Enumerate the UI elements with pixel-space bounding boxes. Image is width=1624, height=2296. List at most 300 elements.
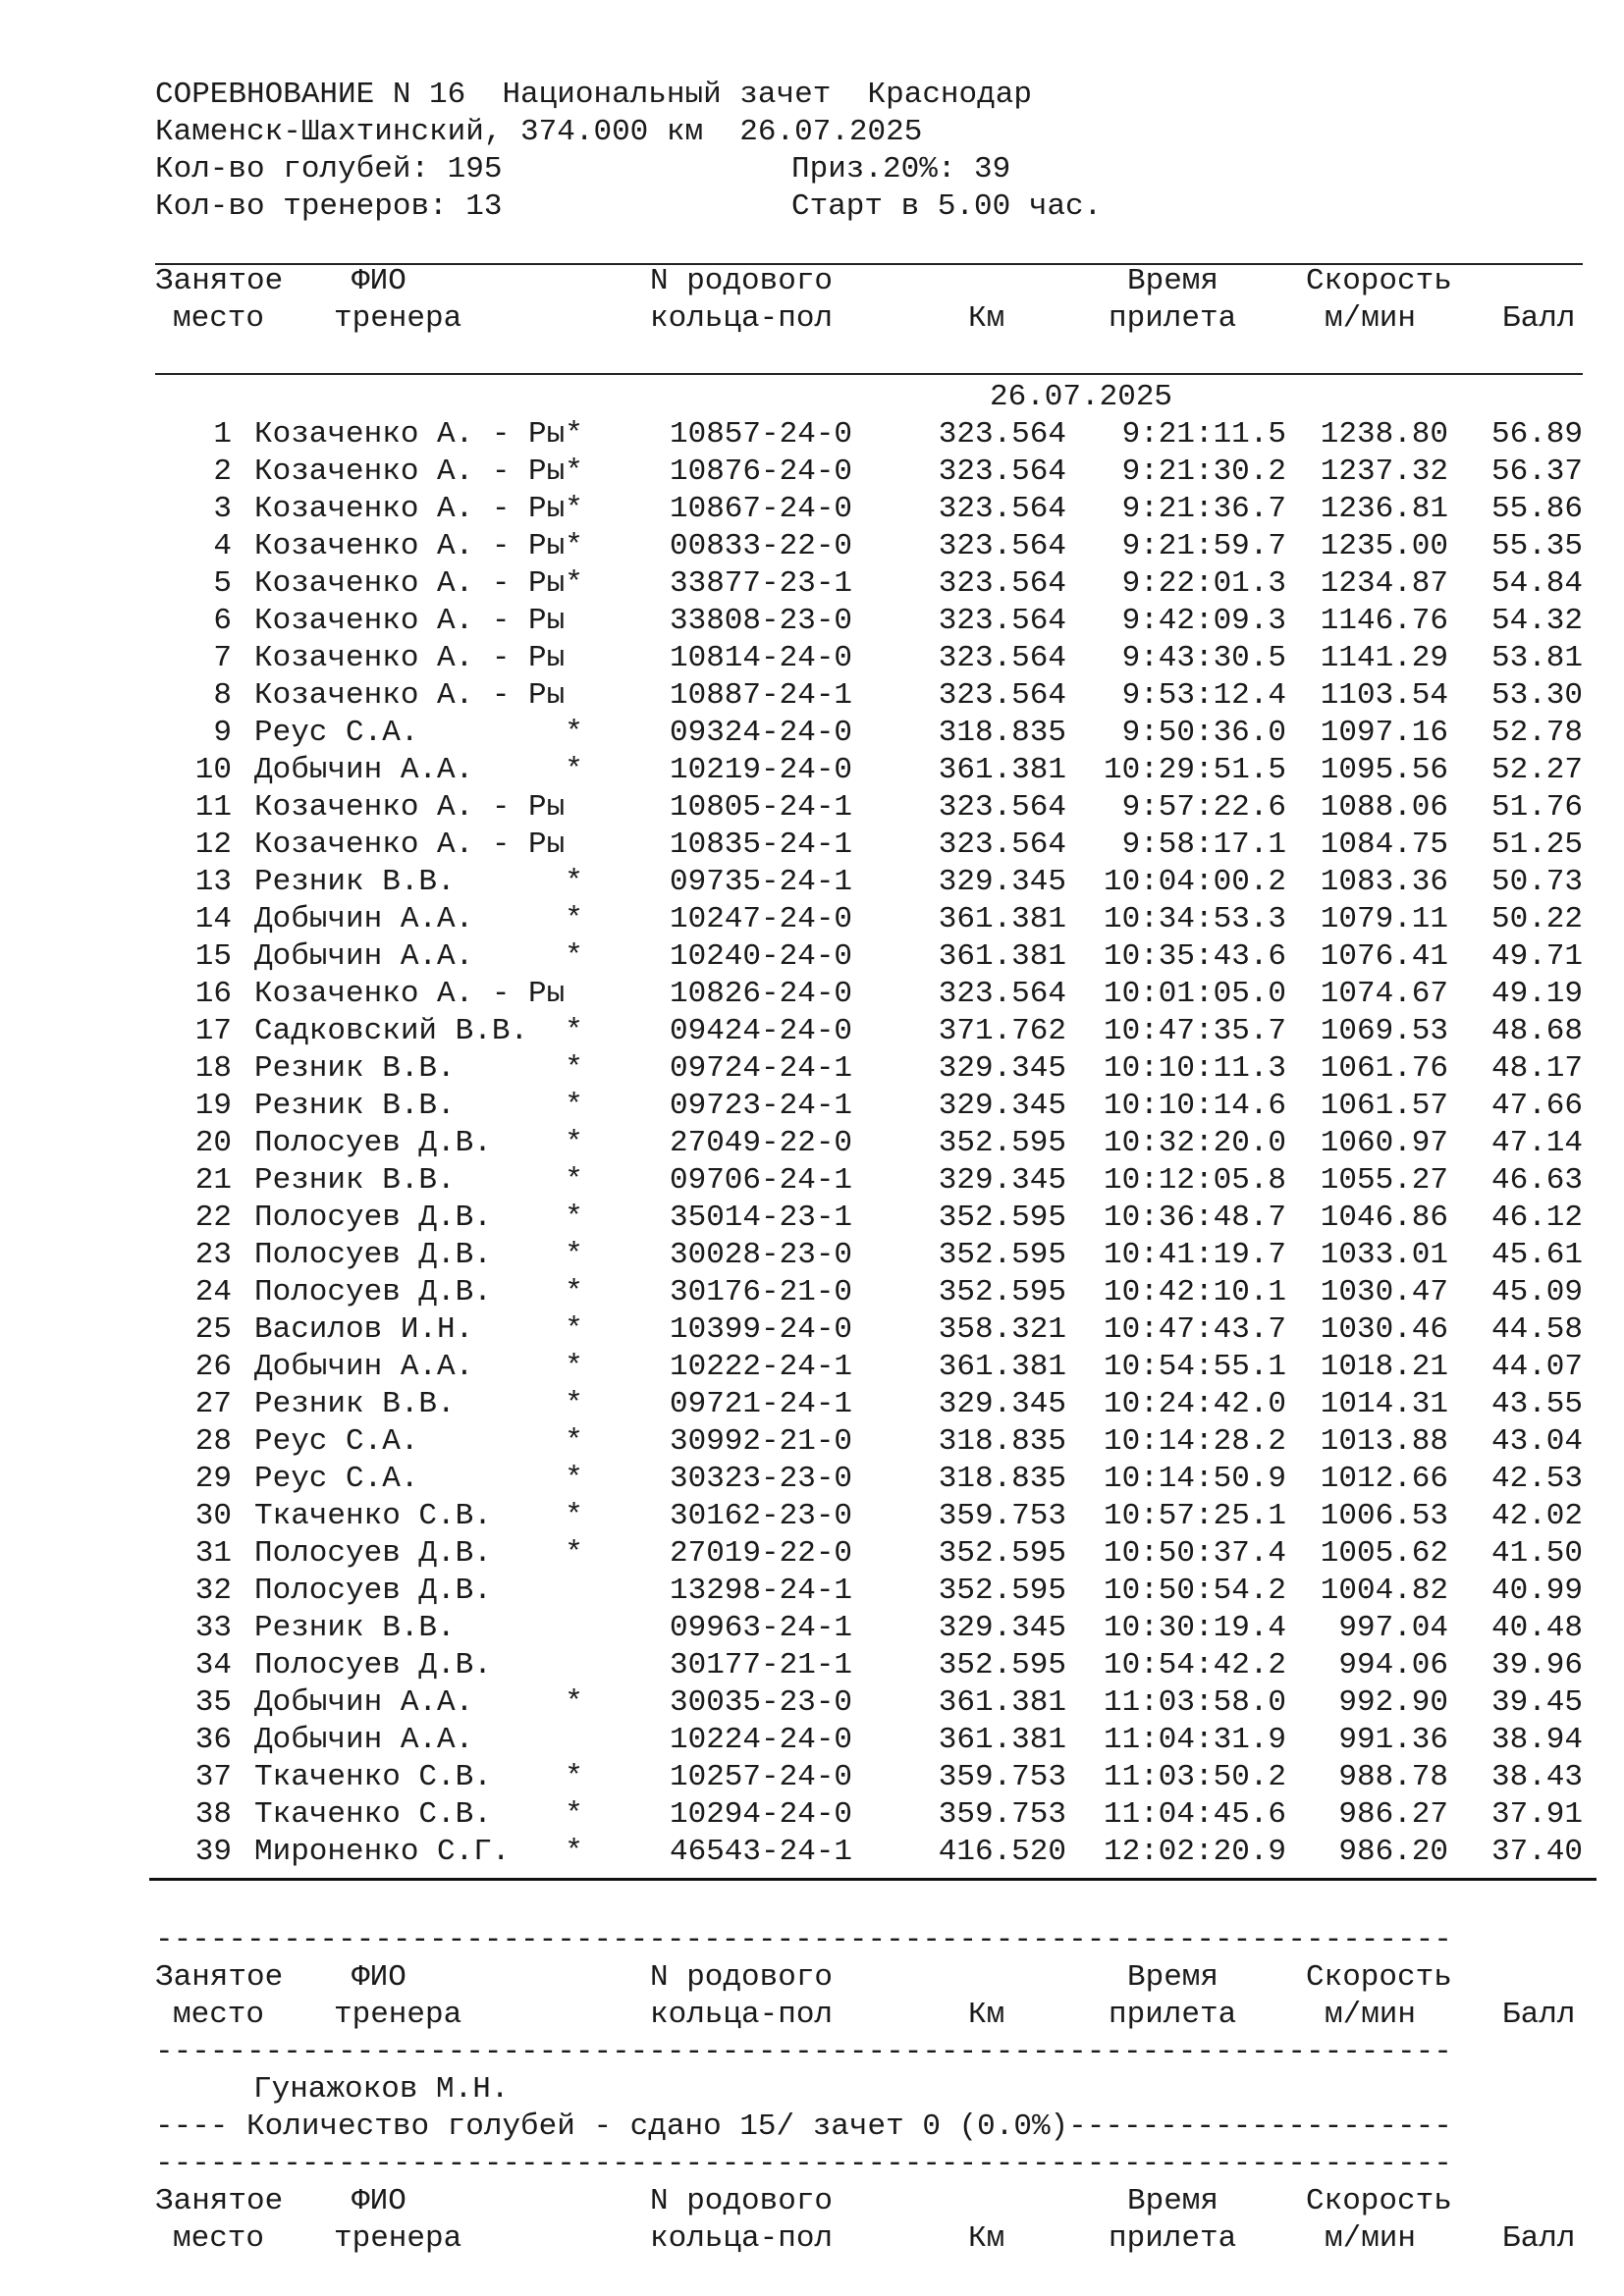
cell-time: 10:10:11.3	[1103, 1051, 1286, 1086]
cell-ring: 00833-22-0	[670, 529, 853, 563]
table-row	[0, 677, 1624, 715]
cell-name: Василов И.Н. *	[254, 1312, 583, 1347]
cell-ring: 33808-23-0	[670, 604, 853, 638]
cell-speed: 1030.46	[1320, 1312, 1448, 1347]
cell-km: 359.753	[938, 1499, 1066, 1533]
dash-separator: -----------------------------------------------------------------------	[155, 1923, 1452, 1957]
cell-score: 37.91	[1490, 1797, 1583, 1832]
cell-place: 39	[194, 1835, 232, 1869]
cell-place: 34	[194, 1648, 232, 1682]
cell-score: 44.07	[1490, 1350, 1583, 1384]
cell-speed: 1012.66	[1320, 1462, 1448, 1496]
cell-time: 10:35:43.6	[1103, 939, 1286, 974]
cell-ring: 09723-24-1	[670, 1089, 853, 1123]
trainer-count: Кол-во тренеров: 13	[155, 189, 503, 224]
cell-score: 37.40	[1490, 1835, 1583, 1869]
cell-speed: 992.90	[1338, 1685, 1448, 1720]
prize-count: Приз.20%: 39	[791, 152, 1011, 187]
cell-speed: 1046.86	[1320, 1201, 1448, 1235]
cell-km: 323.564	[938, 641, 1066, 675]
cell-ring: 10867-24-0	[670, 492, 853, 526]
cell-name: Добычин А.А. *	[254, 939, 583, 974]
cell-place: 33	[194, 1611, 232, 1645]
cell-score: 44.58	[1490, 1312, 1583, 1347]
cell-speed: 1018.21	[1320, 1350, 1448, 1384]
cell-speed: 986.20	[1338, 1835, 1448, 1869]
cell-place: 28	[194, 1424, 232, 1459]
cell-km: 329.345	[938, 1163, 1066, 1198]
col-time: Время	[1127, 264, 1219, 298]
cell-score: 45.09	[1490, 1275, 1583, 1309]
cell-name: Козаченко А. - Ры	[254, 828, 566, 862]
table-row	[0, 976, 1624, 1013]
cell-ring: 10294-24-0	[670, 1797, 853, 1832]
date-label: 26.07.2025	[990, 380, 1173, 414]
cell-ring: 10876-24-0	[670, 454, 853, 489]
cell-score: 43.55	[1490, 1387, 1583, 1421]
cell-name: Резник В.В. *	[254, 865, 583, 899]
cell-place: 36	[194, 1723, 232, 1757]
cell-score: 42.02	[1490, 1499, 1583, 1533]
cell-name: Реус С.А. *	[254, 1424, 583, 1459]
pigeon-count: Кол-во голубей: 195	[155, 152, 503, 187]
competition-title: СОРЕВНОВАНИЕ N 16 Национальный зачет Краснодар	[155, 78, 1032, 112]
cell-name: Козаченко А. - Ры	[254, 641, 566, 675]
cell-speed: 1074.67	[1320, 977, 1448, 1011]
release-point-line: Каменск-Шахтинский, 374.000 км 26.07.2025	[155, 115, 923, 149]
cell-speed: 1235.00	[1320, 529, 1448, 563]
cell-score: 39.45	[1490, 1685, 1583, 1720]
cell-place: 30	[194, 1499, 232, 1533]
table-row	[0, 1200, 1624, 1237]
cell-ring: 10257-24-0	[670, 1760, 853, 1794]
start-time: Старт в 5.00 час.	[791, 189, 1103, 224]
cell-km: 323.564	[938, 604, 1066, 638]
cell-name: Резник В.В.	[254, 1611, 456, 1645]
cell-name: Ткаченко С.В. *	[254, 1797, 583, 1832]
cell-place: 6	[213, 604, 232, 638]
table-row	[0, 1759, 1624, 1796]
cell-time: 10:34:53.3	[1103, 902, 1286, 936]
cell-score: 55.35	[1490, 529, 1583, 563]
cell-place: 2	[213, 454, 232, 489]
cell-score: 54.84	[1490, 566, 1583, 601]
cell-score: 56.89	[1490, 417, 1583, 452]
cell-place: 29	[194, 1462, 232, 1496]
cell-km: 318.835	[938, 1424, 1066, 1459]
cell-speed: 986.27	[1338, 1797, 1448, 1832]
table-row	[0, 1796, 1624, 1834]
table-row	[0, 565, 1624, 603]
cell-place: 18	[194, 1051, 232, 1086]
cell-ring: 10399-24-0	[670, 1312, 853, 1347]
cell-km: 359.753	[938, 1760, 1066, 1794]
cell-speed: 1084.75	[1320, 828, 1448, 862]
cell-ring: 10222-24-1	[670, 1350, 853, 1384]
cell-ring: 30035-23-0	[670, 1685, 853, 1720]
cell-ring: 10857-24-0	[670, 417, 853, 452]
cell-place: 27	[194, 1387, 232, 1421]
cell-ring: 09735-24-1	[670, 865, 853, 899]
cell-km: 318.835	[938, 1462, 1066, 1496]
cell-km: 323.564	[938, 417, 1066, 452]
cell-km: 318.835	[938, 716, 1066, 750]
cell-time: 10:14:28.2	[1103, 1424, 1286, 1459]
cell-score: 56.37	[1490, 454, 1583, 489]
cell-speed: 1076.41	[1320, 939, 1448, 974]
header-bottom-rule	[155, 373, 1583, 375]
cell-km: 323.564	[938, 529, 1066, 563]
cell-score: 38.94	[1490, 1723, 1583, 1757]
col-ring: N родового	[650, 264, 834, 298]
cell-ring: 09324-24-0	[670, 716, 853, 750]
cell-score: 55.86	[1490, 492, 1583, 526]
cell-score: 52.78	[1490, 716, 1583, 750]
cell-place: 8	[213, 678, 232, 713]
cell-score: 46.63	[1490, 1163, 1583, 1198]
cell-speed: 991.36	[1338, 1723, 1448, 1757]
cell-place: 38	[194, 1797, 232, 1832]
table-row	[0, 1274, 1624, 1311]
cell-ring: 30162-23-0	[670, 1499, 853, 1533]
cell-time: 10:54:42.2	[1103, 1648, 1286, 1682]
table-row	[0, 1573, 1624, 1610]
cell-name: Козаченко А. - Ры	[254, 977, 566, 1011]
cell-score: 48.17	[1490, 1051, 1583, 1086]
cell-time: 10:30:19.4	[1103, 1611, 1286, 1645]
cell-speed: 1083.36	[1320, 865, 1448, 899]
table-row	[0, 1386, 1624, 1423]
cell-place: 20	[194, 1126, 232, 1160]
cell-km: 323.564	[938, 790, 1066, 825]
table-row	[0, 1088, 1624, 1125]
cell-ring: 30177-21-1	[670, 1648, 853, 1682]
cell-score: 39.96	[1490, 1648, 1583, 1682]
cell-time: 10:47:43.7	[1103, 1312, 1286, 1347]
cell-name: Реус С.А. *	[254, 716, 583, 750]
cell-time: 11:03:58.0	[1103, 1685, 1286, 1720]
cell-speed: 1237.32	[1320, 454, 1448, 489]
column-headers-2: Занятое место ФИО тренера N родового кольца-пол Км Время прилета Скорость м/мин Балл	[155, 1960, 1576, 2032]
cell-ring: 46543-24-1	[670, 1835, 853, 1869]
table-row	[0, 1647, 1624, 1684]
cell-place: 5	[213, 566, 232, 601]
col-speed: Скорость	[1306, 264, 1452, 298]
cell-time: 11:04:31.9	[1103, 1723, 1286, 1757]
cell-km: 416.520	[938, 1835, 1066, 1869]
cell-km: 361.381	[938, 753, 1066, 787]
table-row	[0, 528, 1624, 565]
table-row	[0, 454, 1624, 491]
cell-speed: 1033.01	[1320, 1238, 1448, 1272]
cell-ring: 09963-24-1	[670, 1611, 853, 1645]
cell-km: 352.595	[938, 1126, 1066, 1160]
cell-score: 53.30	[1490, 678, 1583, 713]
table-row	[0, 1162, 1624, 1200]
cell-place: 32	[194, 1574, 232, 1608]
cell-name: Козаченко А. - Ры	[254, 790, 566, 825]
cell-speed: 1004.82	[1320, 1574, 1448, 1608]
cell-km: 361.381	[938, 902, 1066, 936]
cell-place: 7	[213, 641, 232, 675]
cell-km: 352.595	[938, 1238, 1066, 1272]
cell-place: 4	[213, 529, 232, 563]
cell-km: 371.762	[938, 1014, 1066, 1048]
cell-score: 41.50	[1490, 1536, 1583, 1571]
table-row	[0, 827, 1624, 864]
cell-ring: 30323-23-0	[670, 1462, 853, 1496]
cell-place: 26	[194, 1350, 232, 1384]
cell-place: 17	[194, 1014, 232, 1048]
cell-place: 14	[194, 902, 232, 936]
table-row	[0, 1834, 1624, 1871]
cell-place: 22	[194, 1201, 232, 1235]
cell-time: 9:22:01.3	[1121, 566, 1286, 601]
cell-name: Резник В.В. *	[254, 1163, 583, 1198]
cell-name: Козаченко А. - Ры*	[254, 566, 583, 601]
cell-speed: 1141.29	[1320, 641, 1448, 675]
cell-km: 329.345	[938, 1089, 1066, 1123]
cell-speed: 1061.76	[1320, 1051, 1448, 1086]
cell-time: 10:04:00.2	[1103, 865, 1286, 899]
cell-km: 323.564	[938, 566, 1066, 601]
cell-km: 352.595	[938, 1536, 1066, 1571]
cell-speed: 1146.76	[1320, 604, 1448, 638]
cell-time: 10:57:25.1	[1103, 1499, 1286, 1533]
cell-time: 9:21:30.2	[1121, 454, 1286, 489]
cell-ring: 35014-23-1	[670, 1201, 853, 1235]
cell-name: Полосуев Д.В. *	[254, 1126, 583, 1160]
table-row	[0, 864, 1624, 901]
cell-km: 323.564	[938, 492, 1066, 526]
cell-time: 10:01:05.0	[1103, 977, 1286, 1011]
cell-score: 54.32	[1490, 604, 1583, 638]
table-row	[0, 715, 1624, 752]
cell-ring: 10814-24-0	[670, 641, 853, 675]
cell-time: 10:32:20.0	[1103, 1126, 1286, 1160]
cell-name: Садковский В.В. *	[254, 1014, 583, 1048]
cell-score: 51.76	[1490, 790, 1583, 825]
cell-speed: 1079.11	[1320, 902, 1448, 936]
cell-name: Резник В.В. *	[254, 1387, 583, 1421]
table-row	[0, 752, 1624, 789]
table-row	[0, 1610, 1624, 1647]
cell-name: Резник В.В. *	[254, 1089, 583, 1123]
cell-time: 11:03:50.2	[1103, 1760, 1286, 1794]
cell-time: 10:12:05.8	[1103, 1163, 1286, 1198]
cell-time: 9:53:12.4	[1121, 678, 1286, 713]
col-name: ФИО	[352, 264, 406, 298]
cell-time: 10:36:48.7	[1103, 1201, 1286, 1235]
cell-name: Добычин А.А. *	[254, 1685, 583, 1720]
cell-name: Козаченко А. - Ры*	[254, 492, 583, 526]
cell-name: Ткаченко С.В. *	[254, 1760, 583, 1794]
cell-km: 352.595	[938, 1648, 1066, 1682]
cell-time: 10:42:10.1	[1103, 1275, 1286, 1309]
cell-ring: 09706-24-1	[670, 1163, 853, 1198]
cell-time: 10:47:35.7	[1103, 1014, 1286, 1048]
cell-km: 352.595	[938, 1275, 1066, 1309]
column-headers: Занятое место ФИО тренера N родового кольца-пол Км Время прилета Скорость м/мин Балл	[155, 264, 1576, 336]
cell-name: Полосуев Д.В. *	[254, 1536, 583, 1571]
col-score: Балл	[1502, 301, 1576, 336]
cell-time: 10:41:19.7	[1103, 1238, 1286, 1272]
cell-place: 15	[194, 939, 232, 974]
table-row	[0, 1050, 1624, 1088]
cell-name: Козаченко А. - Ры*	[254, 417, 583, 452]
table-row	[0, 1237, 1624, 1274]
table-row	[0, 1125, 1624, 1162]
cell-score: 48.68	[1490, 1014, 1583, 1048]
cell-place: 35	[194, 1685, 232, 1720]
table-row	[0, 491, 1624, 528]
cell-ring: 33877-23-1	[670, 566, 853, 601]
cell-name: Полосуев Д.В. *	[254, 1238, 583, 1272]
table-bottom-rule	[149, 1878, 1597, 1881]
cell-speed: 1238.80	[1320, 417, 1448, 452]
table-row	[0, 1311, 1624, 1349]
cell-name: Реус С.А. *	[254, 1462, 583, 1496]
cell-place: 31	[194, 1536, 232, 1571]
cell-score: 47.66	[1490, 1089, 1583, 1123]
cell-ring: 10219-24-0	[670, 753, 853, 787]
table-row	[0, 901, 1624, 938]
cell-time: 10:29:51.5	[1103, 753, 1286, 787]
cell-name: Козаченко А. - Ры*	[254, 529, 583, 563]
cell-ring: 10835-24-1	[670, 828, 853, 862]
table-row	[0, 1498, 1624, 1535]
dash-separator: -----------------------------------------------------------------------	[155, 2035, 1452, 2069]
cell-score: 52.27	[1490, 753, 1583, 787]
cell-place: 37	[194, 1760, 232, 1794]
table-row	[0, 789, 1624, 827]
col-km: Км	[968, 301, 1005, 336]
cell-km: 329.345	[938, 865, 1066, 899]
cell-time: 10:54:55.1	[1103, 1350, 1286, 1384]
cell-place: 19	[194, 1089, 232, 1123]
table-row	[0, 1013, 1624, 1050]
table-row	[0, 603, 1624, 640]
cell-place: 1	[213, 417, 232, 452]
cell-place: 25	[194, 1312, 232, 1347]
cell-name: Добычин А.А. *	[254, 1350, 583, 1384]
table-row	[0, 1535, 1624, 1573]
cell-ring: 10224-24-0	[670, 1723, 853, 1757]
cell-time: 9:21:59.7	[1121, 529, 1286, 563]
cell-speed: 1236.81	[1320, 492, 1448, 526]
cell-place: 3	[213, 492, 232, 526]
cell-name: Козаченко А. - Ры	[254, 678, 566, 713]
table-row	[0, 416, 1624, 454]
dash-separator: -----------------------------------------------------------------------	[155, 2147, 1452, 2181]
cell-name: Полосуев Д.В. *	[254, 1201, 583, 1235]
cell-speed: 994.06	[1338, 1648, 1448, 1682]
cell-ring: 10247-24-0	[670, 902, 853, 936]
cell-place: 16	[194, 977, 232, 1011]
cell-place: 21	[194, 1163, 232, 1198]
cell-speed: 988.78	[1338, 1760, 1448, 1794]
column-headers-3: Занятое место ФИО тренера N родового кольца-пол Км Время прилета Скорость м/мин Балл	[155, 2184, 1576, 2256]
cell-time: 10:50:54.2	[1103, 1574, 1286, 1608]
cell-time: 9:57:22.6	[1121, 790, 1286, 825]
cell-score: 50.22	[1490, 902, 1583, 936]
cell-place: 13	[194, 865, 232, 899]
col-place: Занятое	[155, 264, 284, 298]
cell-name: Полосуев Д.В.	[254, 1574, 492, 1608]
cell-speed: 1095.56	[1320, 753, 1448, 787]
table-row	[0, 1461, 1624, 1498]
cell-name: Мироненко С.Г. *	[254, 1835, 583, 1869]
cell-score: 47.14	[1490, 1126, 1583, 1160]
cell-speed: 1005.62	[1320, 1536, 1448, 1571]
cell-ring: 13298-24-1	[670, 1574, 853, 1608]
cell-ring: 10805-24-1	[670, 790, 853, 825]
cell-time: 9:50:36.0	[1121, 716, 1286, 750]
cell-km: 323.564	[938, 678, 1066, 713]
cell-speed: 1069.53	[1320, 1014, 1448, 1048]
cell-score: 43.04	[1490, 1424, 1583, 1459]
cell-km: 359.753	[938, 1797, 1066, 1832]
cell-name: Добычин А.А.	[254, 1723, 474, 1757]
cell-km: 329.345	[938, 1051, 1066, 1086]
cell-km: 352.595	[938, 1574, 1066, 1608]
trainer-summary: ---- Количество голубей - сдано 15/ зачет 0 (0.0%)---------------------	[155, 2109, 1452, 2144]
cell-ring: 09724-24-1	[670, 1051, 853, 1086]
cell-name: Козаченко А. - Ры*	[254, 454, 583, 489]
cell-speed: 1030.47	[1320, 1275, 1448, 1309]
cell-name: Ткаченко С.В. *	[254, 1499, 583, 1533]
cell-time: 10:10:14.6	[1103, 1089, 1286, 1123]
cell-time: 9:43:30.5	[1121, 641, 1286, 675]
cell-time: 9:42:09.3	[1121, 604, 1286, 638]
table-row	[0, 1722, 1624, 1759]
cell-place: 23	[194, 1238, 232, 1272]
cell-ring: 27019-22-0	[670, 1536, 853, 1571]
cell-name: Козаченко А. - Ры	[254, 604, 566, 638]
table-row	[0, 640, 1624, 677]
cell-km: 329.345	[938, 1611, 1066, 1645]
cell-speed: 1006.53	[1320, 1499, 1448, 1533]
cell-time: 9:21:36.7	[1121, 492, 1286, 526]
cell-speed: 1234.87	[1320, 566, 1448, 601]
cell-name: Полосуев Д.В.	[254, 1648, 492, 1682]
cell-km: 352.595	[938, 1201, 1066, 1235]
cell-time: 9:58:17.1	[1121, 828, 1286, 862]
trainer-name: Гунажоков М.Н.	[253, 2072, 510, 2107]
cell-score: 46.12	[1490, 1201, 1583, 1235]
cell-score: 42.53	[1490, 1462, 1583, 1496]
cell-name: Добычин А.А. *	[254, 753, 583, 787]
cell-name: Полосуев Д.В. *	[254, 1275, 583, 1309]
cell-score: 40.48	[1490, 1611, 1583, 1645]
cell-time: 10:24:42.0	[1103, 1387, 1286, 1421]
cell-place: 24	[194, 1275, 232, 1309]
cell-km: 361.381	[938, 939, 1066, 974]
cell-speed: 1014.31	[1320, 1387, 1448, 1421]
cell-score: 49.71	[1490, 939, 1583, 974]
cell-km: 329.345	[938, 1387, 1066, 1421]
cell-ring: 30028-23-0	[670, 1238, 853, 1272]
cell-km: 361.381	[938, 1685, 1066, 1720]
cell-score: 50.73	[1490, 865, 1583, 899]
table-row	[0, 1684, 1624, 1722]
cell-km: 361.381	[938, 1723, 1066, 1757]
cell-speed: 1097.16	[1320, 716, 1448, 750]
cell-score: 53.81	[1490, 641, 1583, 675]
cell-time: 12:02:20.9	[1103, 1835, 1286, 1869]
cell-name: Резник В.В. *	[254, 1051, 583, 1086]
cell-place: 11	[194, 790, 232, 825]
